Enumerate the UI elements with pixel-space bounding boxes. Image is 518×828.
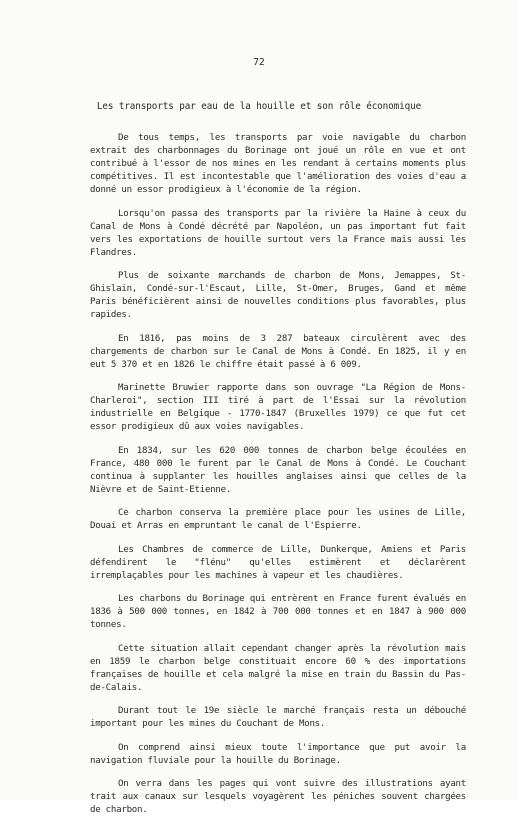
page-title: Les transports par eau de la houille et son rôle économique xyxy=(96,101,422,112)
paragraph: Durant tout le 19e siècle le marché français resta un débouché important pour les mines du Couchant de Mons. xyxy=(90,706,466,729)
paragraph: Cette situation allait cependant changer après la révolution mais en 1859 le charbon belge constituait encore 60 % des importations françaises de houille et cela malgré la mise en train du Bassin du Pas-de-Calais. xyxy=(90,643,466,693)
paragraph: On verra dans les pages qui vont suivre des illustrations ayant trait aux canaux sur lesquels voyagèrent les péniches souvent chargées de charbon. xyxy=(90,779,466,815)
paragraph: Plus de soixante marchands de charbon de Mons, Jemappes, St-Ghislain, Condé-sur-l'Escaut, Lille, St-Omer, Bruges, Gand et même Paris bénéficièrent ainsi de nouvelles conditions plus favorables, plus rapides. xyxy=(90,271,466,320)
paragraph: Les charbons du Borinage qui entrèrent en France furent évalués en 1836 à 500 000 tonnes, en 1842 à 700 000 tonnes et en 1847 à 900 000 tonnes. xyxy=(90,594,466,630)
paragraph: Lorsqu'on passa des transports par la rivière la Haine à ceux du Canal de Mons à Condé décrété par Napoléon, un pas important fut fait vers les exportations de houille surtout vers la France mais aussi les Flandres. xyxy=(90,208,466,258)
paragraph: Marinette Bruwier rapporte dans son ouvrage "La Région de Mons-Charleroi", section III tiré à part de l'Essai sur la révolution industrielle en Belgique - 1770-1847 (Bruxelles 1979) ce que fut cet essor prodigieux dû aux voies navigables. xyxy=(90,383,466,432)
page-number: 72 xyxy=(253,57,265,68)
paragraph: En 1834, sur les 620 000 tonnes de charbon belge écoulées en France, 480 000 le furent par le Canal de Mons à Condé. Le Couchant continua à supplanter les houilles anglaises ainsi que celles de la Nièvre et de Saint-Etienne. xyxy=(90,445,466,495)
paragraph: Les Chambres de commerce de Lille, Dunkerque, Amiens et Paris défendirent le "flénu" qu'elles estimèrent et déclarèrent irremplaçables pour les machines à vapeur et les chaudières. xyxy=(90,544,466,581)
paragraph: Ce charbon conserva la première place pour les usines de Lille, Douai et Arras en empruntant le canal de l'Espierre. xyxy=(90,508,466,531)
body-text xyxy=(90,132,466,828)
paragraph: De tous temps, les transports par voie navigable du charbon extrait des charbonnages du Borinage ont joué un rôle en vue et ont contribué à l'essor de nos mines en les rendant à certains moments plus compétitives. Il est incontestable que l'amélioration des voies d'eau a donné un essor prodigieux à l'économie de la région. xyxy=(90,133,466,195)
paragraph: On comprend ainsi mieux toute l'importance que put avoir la navigation fluviale pour la houille du Borinage. xyxy=(90,742,466,766)
paragraph: En 1816, pas moins de 3 287 bateaux circulèrent avec des chargements de charbon sur le Canal de Mons à Condé. En 1825, il y en eut 5 370 et en 1826 le chiffre était passé à 6 009. xyxy=(90,333,466,370)
